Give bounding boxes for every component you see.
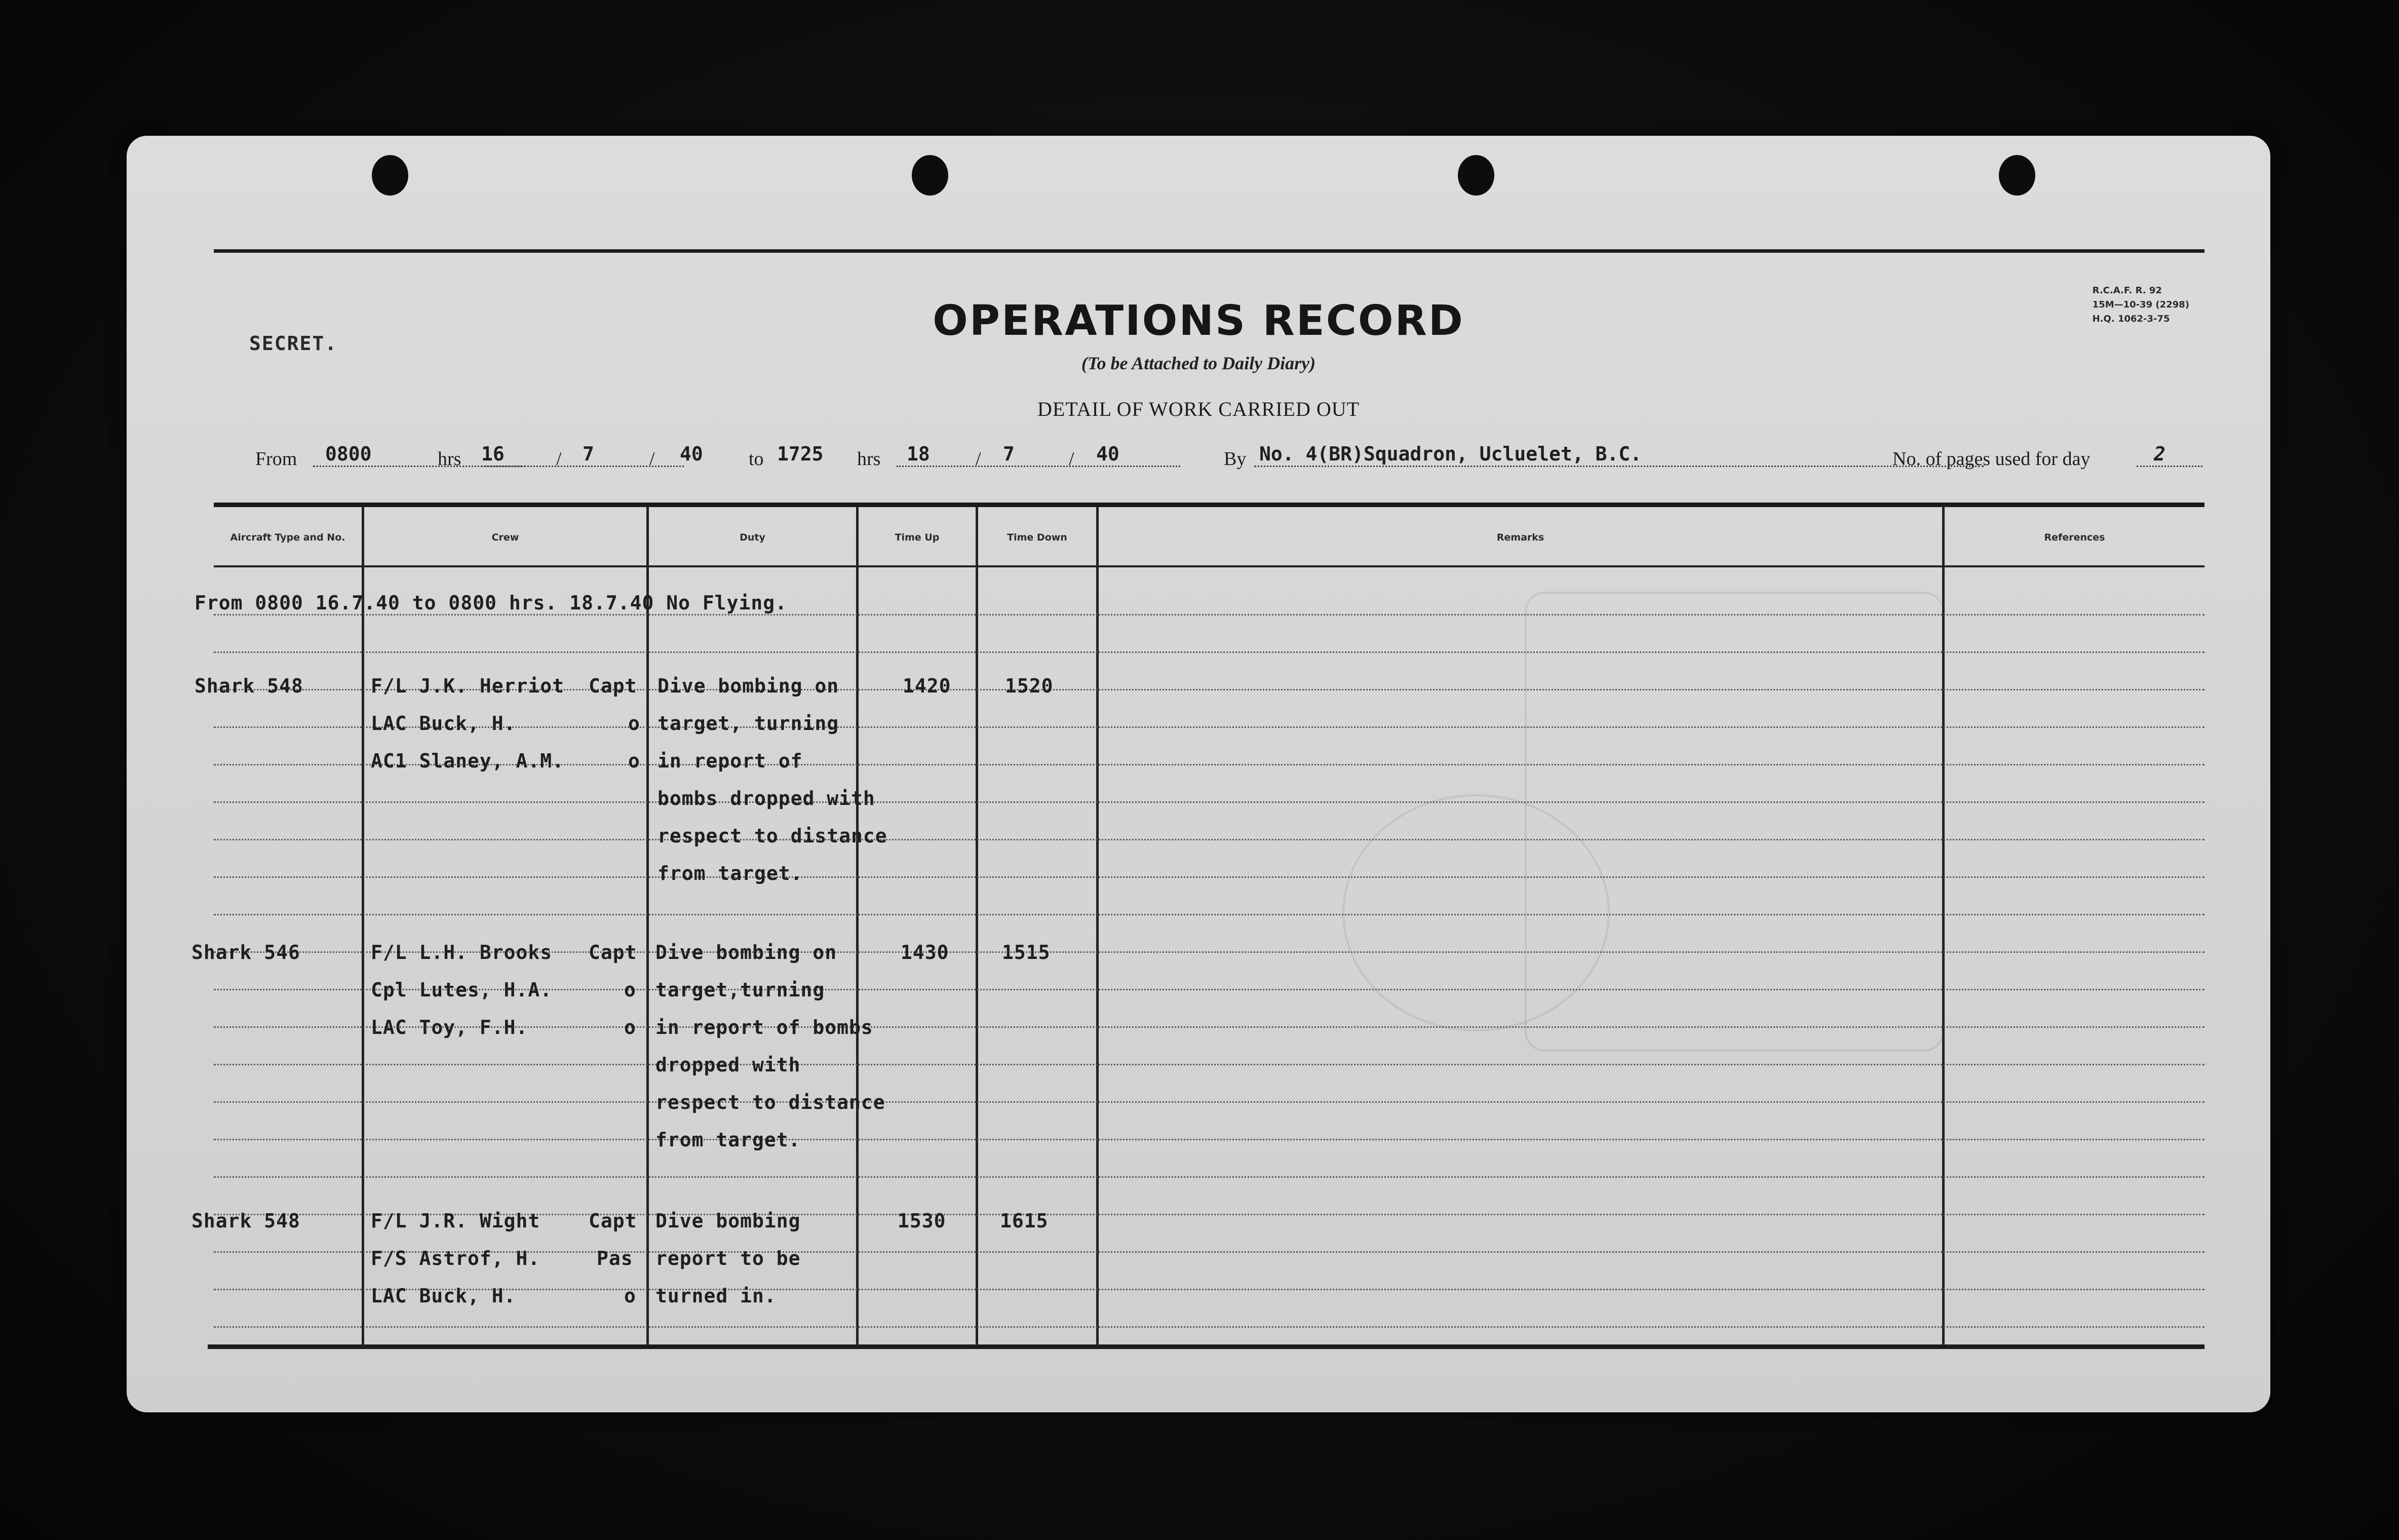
no-flying-note: From 0800 16.7.40 to 0800 hrs. 18.7.40 No Flying. (195, 592, 788, 614)
date-slash: / (649, 448, 655, 470)
top-rule (214, 249, 2204, 253)
to-month: 7 (1003, 443, 1015, 465)
duty-line: in report of bombs (655, 1016, 873, 1038)
form-reference (2093, 284, 2189, 326)
duty-line: respect to distance (655, 1091, 885, 1113)
binder-hole (912, 155, 948, 196)
faded-stamp (1342, 794, 1610, 1031)
crew-role: o (624, 1285, 636, 1307)
time-up-cell: 1420 (903, 675, 951, 697)
to-day: 18 (907, 443, 930, 465)
form-ref-line: H.Q. 1062-3-75 (2092, 314, 2170, 324)
duty-line: target, turning (657, 712, 839, 735)
date-slash: / (1069, 448, 1074, 470)
time-down-cell: 1515 (1002, 941, 1051, 964)
col-header-remarks: Remarks (1496, 532, 1544, 543)
duty-line: turned in. (655, 1285, 777, 1307)
col-header-duty: Duty (740, 532, 765, 543)
page-subtitle: (To be Attached to Daily Diary) (1081, 353, 1316, 373)
duty-line: in report of (657, 750, 803, 772)
crew-role: o (628, 750, 640, 772)
detail-heading: DETAIL OF WORK CARRIED OUT (1037, 398, 1360, 420)
from-time: 0800 (325, 443, 372, 465)
duty-line: target,turning (655, 979, 825, 1001)
from-year: 40 (680, 443, 703, 465)
hrs-label: hrs (857, 448, 881, 470)
ruled-line (214, 614, 2204, 615)
crew-name: Cpl Lutes, H.A. (371, 979, 553, 1001)
binder-hole (1999, 155, 2035, 196)
duty-line: Dive bombing on (655, 941, 837, 964)
crew-role: Capt (589, 675, 637, 697)
from-day: 16 (481, 443, 505, 465)
page-title: OPERATIONS RECORD (933, 297, 1464, 345)
duty-line: dropped with (655, 1054, 801, 1076)
dotted-field (2137, 466, 2202, 467)
duty-line: respect to distance (657, 825, 887, 847)
form-ref-line: 15M—10-39 (2298) (2092, 299, 2189, 310)
duty-line: report to be (655, 1247, 801, 1269)
crew-name: F/L J.R. Wight (371, 1210, 540, 1232)
ruled-line (214, 1326, 2204, 1328)
unit-name: No. 4(BR)Squadron, Ucluelet, B.C. (1259, 443, 1642, 465)
col-header-time-up: Time Up (895, 532, 940, 543)
from-label: From (255, 448, 297, 470)
column-divider (1096, 507, 1099, 1345)
crew-role: o (624, 1016, 636, 1038)
hrs-label: hrs (438, 448, 461, 470)
crew-name: AC1 Slaney, A.M. (371, 750, 565, 772)
to-year: 40 (1096, 443, 1119, 465)
duty-line: Dive bombing (655, 1210, 801, 1232)
ruled-line (214, 801, 2204, 803)
ruled-line (214, 1176, 2204, 1178)
ruled-line (214, 914, 2204, 915)
date-slash: / (976, 448, 981, 470)
binder-hole (372, 155, 408, 196)
crew-role: o (628, 712, 640, 735)
table-header-rule (214, 565, 2204, 567)
time-up-cell: 1430 (901, 941, 949, 964)
dotted-field (897, 466, 1180, 467)
crew-role: Capt (589, 941, 637, 964)
faded-stamp (1525, 592, 1944, 1052)
duty-line: Dive bombing on (657, 675, 839, 697)
crew-name: LAC Toy, F.H. (371, 1016, 528, 1038)
table-top-rule (214, 503, 2204, 507)
duty-line: from target. (655, 1129, 801, 1151)
crew-name: F/L J.K. Herriot (371, 675, 565, 697)
operations-record-card (127, 136, 2270, 1412)
col-header-references: References (2044, 532, 2105, 543)
duty-line: from target. (657, 862, 803, 884)
pages-value: 2 (2154, 443, 2165, 465)
ruled-line (214, 1139, 2204, 1140)
col-header-time-down: Time Down (1007, 532, 1067, 543)
ruled-line (214, 651, 2204, 653)
crew-name: F/L L.H. Brooks (371, 941, 553, 964)
ruled-line (214, 1101, 2204, 1103)
crew-role: Capt (589, 1210, 637, 1232)
period-line (127, 440, 2270, 470)
from-month: 7 (583, 443, 594, 465)
time-down-cell: 1615 (1000, 1210, 1049, 1232)
duty-line: bombs dropped with (657, 787, 875, 810)
crew-name: F/S Astrof, H. (371, 1247, 540, 1269)
column-divider (362, 507, 364, 1345)
time-down-cell: 1520 (1005, 675, 1054, 697)
col-header-aircraft: Aircraft Type and No. (230, 532, 345, 543)
binder-hole (1458, 155, 1494, 196)
to-label: to (749, 448, 764, 470)
col-header-crew: Crew (491, 532, 519, 543)
form-ref-line: R.C.A.F. R. 92 (2092, 285, 2162, 296)
column-divider (646, 507, 649, 1345)
crew-name: LAC Buck, H. (371, 1285, 516, 1307)
date-slash: / (556, 448, 562, 470)
pages-label: No. of pages used for day (1892, 448, 2091, 470)
column-divider (856, 507, 859, 1345)
column-divider (976, 507, 978, 1345)
ruled-line (214, 839, 2204, 840)
table-bottom-rule (208, 1344, 2204, 1349)
crew-role: Pas (597, 1247, 633, 1269)
secret-label: SECRET. (249, 332, 338, 355)
aircraft-cell: Shark 548 (195, 675, 303, 697)
aircraft-cell: Shark 546 (191, 941, 300, 964)
crew-role: o (624, 979, 636, 1001)
time-up-cell: 1530 (898, 1210, 946, 1232)
column-divider (1942, 507, 1945, 1345)
ruled-line (214, 876, 2204, 878)
ruled-line (214, 1064, 2204, 1065)
by-label: By (1224, 448, 1247, 470)
to-time: 1725 (777, 443, 824, 465)
aircraft-cell: Shark 548 (191, 1210, 300, 1232)
crew-name: LAC Buck, H. (371, 712, 516, 735)
dotted-field (1254, 466, 1984, 467)
